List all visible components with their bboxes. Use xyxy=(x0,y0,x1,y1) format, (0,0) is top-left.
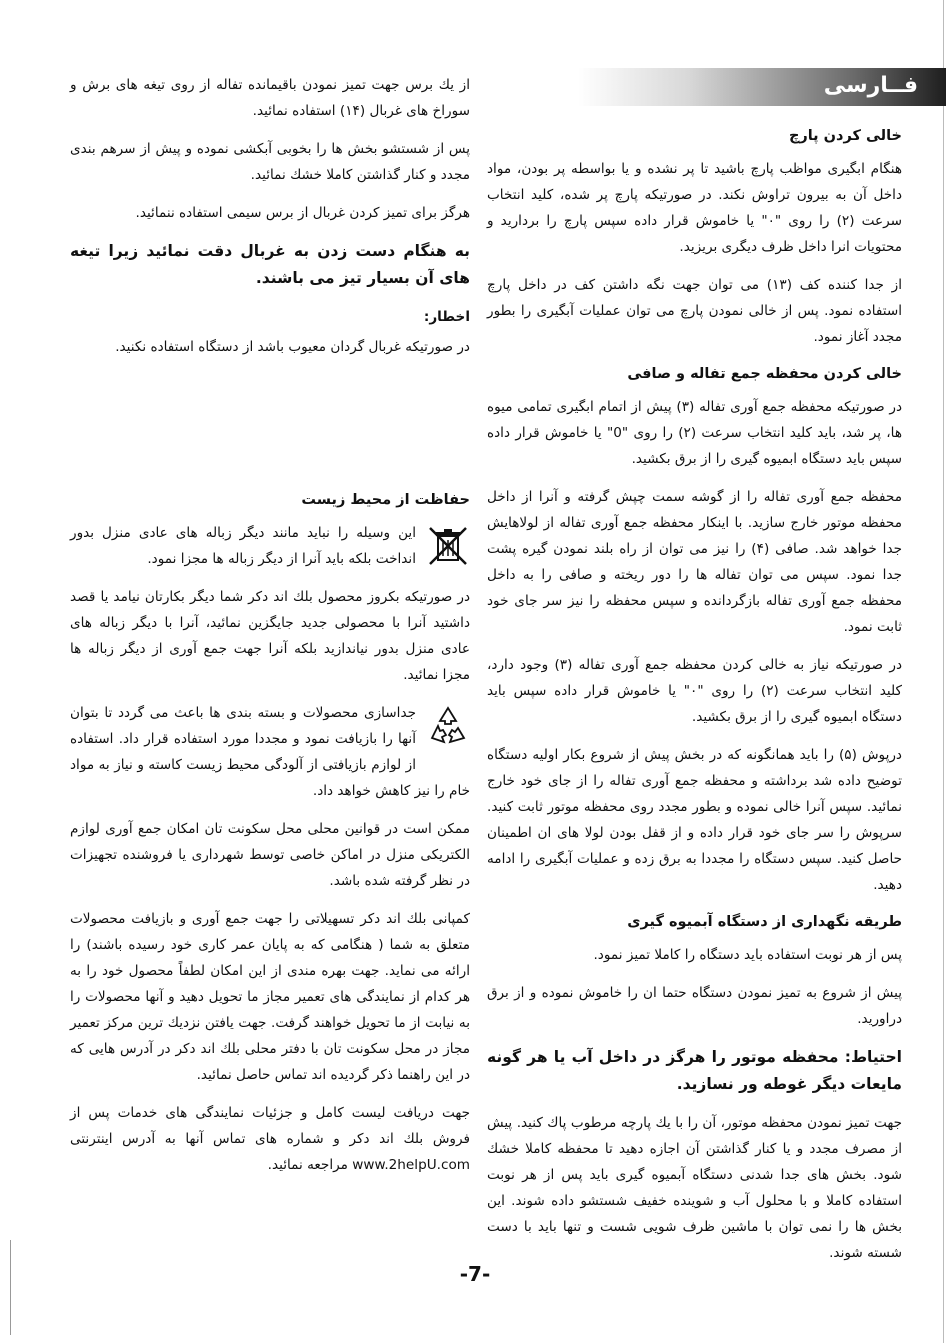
paragraph: در صورتیکه محفظه جمع آوری تفاله (۳) پیش از اتمام ابگیری تمامی میوه ها، پر شد، باید کلید انتخاب سرعت (۲) را روی "0" یا خاموش قرار داده سپس باید دستگاه ابمیوه گیری را از برق بکشید. xyxy=(487,399,902,467)
service-info-suffix: مراجعه نمائید. xyxy=(267,1157,348,1173)
paragraph: هنگام ابگیری مواظب پارچ باشید تا پر نشده و یا بواسطه پر بودن، مواد داخل آن به بیرون تراوش نکند. در صورتیکه پارچ پر شده، کلید انتخاب سرعت (۲) را روی "۰" یا خاموش قرار داده سپس پارچ را بردارید و محتویات انرا داخل ظرف دیگری بریزید. xyxy=(487,161,902,255)
page-edge-mark xyxy=(10,1240,11,1335)
env-paragraph-weee xyxy=(70,520,470,572)
paragraph: ممکن است در قوانین محلی محل سکونت تان امکان جمع آوری لوازم الکتریکی منزل در اماکن خاصی توسط شهرداری یا فروشنده تجهیزات در نظر گرفته شده باشد. xyxy=(70,821,470,889)
language-label: فــارسی xyxy=(823,73,918,98)
warning-sharp-blades: به هنگام دست زدن به غربال دقت نمائید زیرا تیغه های آن بسیار تیز می باشند. xyxy=(70,242,470,287)
recycle-icon xyxy=(426,704,470,748)
warning-motor-immersion: احتیاط: محفظه موتور را هرگز در داخل آب یا هر گونه مایعات دیگر غوطه ور نسازید. xyxy=(487,1048,902,1093)
paragraph: از یك برس جهت تمیز نمودن باقیمانده تفاله از روی تیغه های برش و سوراخ های غربال (۱۴) استفاده نمائید. xyxy=(70,77,470,119)
paragraph: در صورتیکه بکروز محصول بلك اند دکر شما دیگر بکارتان نیامد یا قصد داشتید آنرا با محصولی جدید جایگزین نمائید، آنرا با دیگر زباله های عادی منزل بدور نیاندازید بلکه آنرا جهت جمع آوری از دیگر زباله ها مجزا نمائید. xyxy=(70,589,470,683)
paragraph: پس از هر نوبت استفاده باید دستگاه را کاملا تمیز نمود. xyxy=(593,947,902,963)
paragraph: در صورتیکه غربال گردان معیوب باشد از دستگاه استفاده نکنید. xyxy=(115,339,470,355)
page-edge-line xyxy=(943,0,944,1343)
paragraph: کمپانی بلك اند دکر تسهیلاتی را جهت جمع آوری و بازیافت محصولات متعلق به شما ( هنگامی که به پایان عمر کاری خود رسیده باشند) را ارائه می نماید. جهت بهره مندی از این امکان لطفاً محصول خود را به هر کدام از نمایندگی های تعمیر مجاز ما تحویل دهید و آنها محصولات را به نیابت از ما تحویل خواهند گرفت. جهت یافتن نزدیك ترین مرکز تعمیر مجاز در محل سکونت تان با دفتر محلی بلك اند دکر در آدرس هایی که در این راهنما ذکر گردیده اند تماس حاصل نمائید. xyxy=(70,911,470,1083)
paragraph: جهت تمیز نمودن محفظه موتور، آن را با یك پارچه مرطوب پاك کنید. پیش از مصرف مجدد و یا کنار گذاشتن آن اجازه دهید تا محفظه کاملا خشك شود. بخش های جدا شدنی دستگاه آبمیوه گیری باید پس از هر نوبت استفاده کاملا و با محلول آب و شوینده خفیف شستشو داده شوند. این بخش ها را نمی توان با ماشین ظرف شویی شست و تنها باید با دست شسته شوند. xyxy=(487,1115,902,1261)
crossed-out-bin-icon xyxy=(426,524,470,568)
paragraph: پس از شستشو بخش ها را بخوبی آبکشی نموده و پیش از سرهم بندی مجدد و کنار گذاشتن کاملا خشك نمائید. xyxy=(70,141,470,183)
section-title-empty-jug: خالی کردن پارچ xyxy=(788,128,902,144)
env-paragraph-recycle xyxy=(70,700,470,804)
paragraph: هرگز برای تمیز کردن غربال از برس سیمی استفاده ننمائید. xyxy=(135,205,470,221)
website-link[interactable]: www.2helpU.com xyxy=(352,1157,470,1173)
paragraph: درپوش (۵) را باید همانگونه که در بخش پیش از شروع بکار اولیه دستگاه توضیح داده شد برداشته و محفظه جمع آوری تفاله را از جای خود خارج نمائید. سپس آنرا خالی نموده و بطور مجدد روی محفظه موتور ثابت کنید. سرپوش را سر جای خود قرار داده و از قفل بودن لولا های ان اطمینان حاصل کنید. سپس دستگاه را مجددا به برق زده و عملیات آبگیری را ادامه دهید. xyxy=(487,747,902,893)
section-title-empty-pulp-container: خالی کردن محفظه جمع تفاله و صافی xyxy=(627,366,902,382)
env-text: جداسازی محصولات و بسته بندی ها باعث می گردد تا بتوان آنها را بازیافت نمود و مجددا مورد استفاده قرار داد. استفاده از لوازم بازیافتی از آلودگی محیط زیست کاسته و نیاز به مواد خام را نیز کاهش خواهد داد. xyxy=(70,705,470,799)
service-info-text: جهت دریافت لیست کامل و جزئیات نمایندگی های خدمات پس از فروش بلك اند دکر و شماره های تماس آنها به آدرس اینترنتی xyxy=(70,1105,470,1147)
section-title-environment: حفاظت از محیط زیست xyxy=(301,492,470,508)
paragraph-service-info xyxy=(70,1100,470,1178)
env-text: این وسیله را نباید مانند دیگر زباله های عادی منزل بدور انداخت بلکه باید آنرا از دیگر زباله ها مجزا نمود. xyxy=(70,525,416,567)
paragraph: از جدا کننده کف (۱۳) می توان جهت نگه داشتن کف در داخل پارچ استفاده نمود. پس از خالی نمودن پارچ می توان عملیات آبگیری را بطور مجدد آغاز نمود. xyxy=(487,277,902,345)
paragraph: پیش از شروع به تمیز نمودن دستگاه حتما ان را خاموش نموده و از برق دراورید. xyxy=(487,985,902,1027)
page-number: -7- xyxy=(459,1262,491,1286)
language-header-bar xyxy=(578,68,946,106)
paragraph: محفظه جمع آوری تفاله را از گوشه سمت چپش گرفته و آنرا از داخل محفظه موتور خارج سازید. با اینکار محفظه جمع آوری تفاله از لولاهایش جدا خواهد شد. صافی (۴) را نیز می توان از راه بلند نمودن گیره پشت جدا نمود. سپس می توان تفاله ها را دور ریخته و صافی را به داخل محفظه جمع آوری تفاله بازگردانده و سپس محفظه را نیز سر جای خود ثابت نمود. xyxy=(487,489,902,635)
left-column xyxy=(70,72,470,1190)
section-title-care-maintenance: طریقه نگهداری از دستگاه آبمیوه گیری xyxy=(627,914,902,930)
caution-label: اخطار: xyxy=(423,309,470,325)
paragraph: در صورتیکه نیاز به خالی کردن محفظه جمع آوری تفاله (۳) وجود دارد، کلید انتخاب سرعت (۲) را روی "۰" یا خاموش قرار داده سپس باید دستگاه ابمیوه گیری را از برق بکشید. xyxy=(487,657,903,725)
right-column xyxy=(487,118,902,1278)
